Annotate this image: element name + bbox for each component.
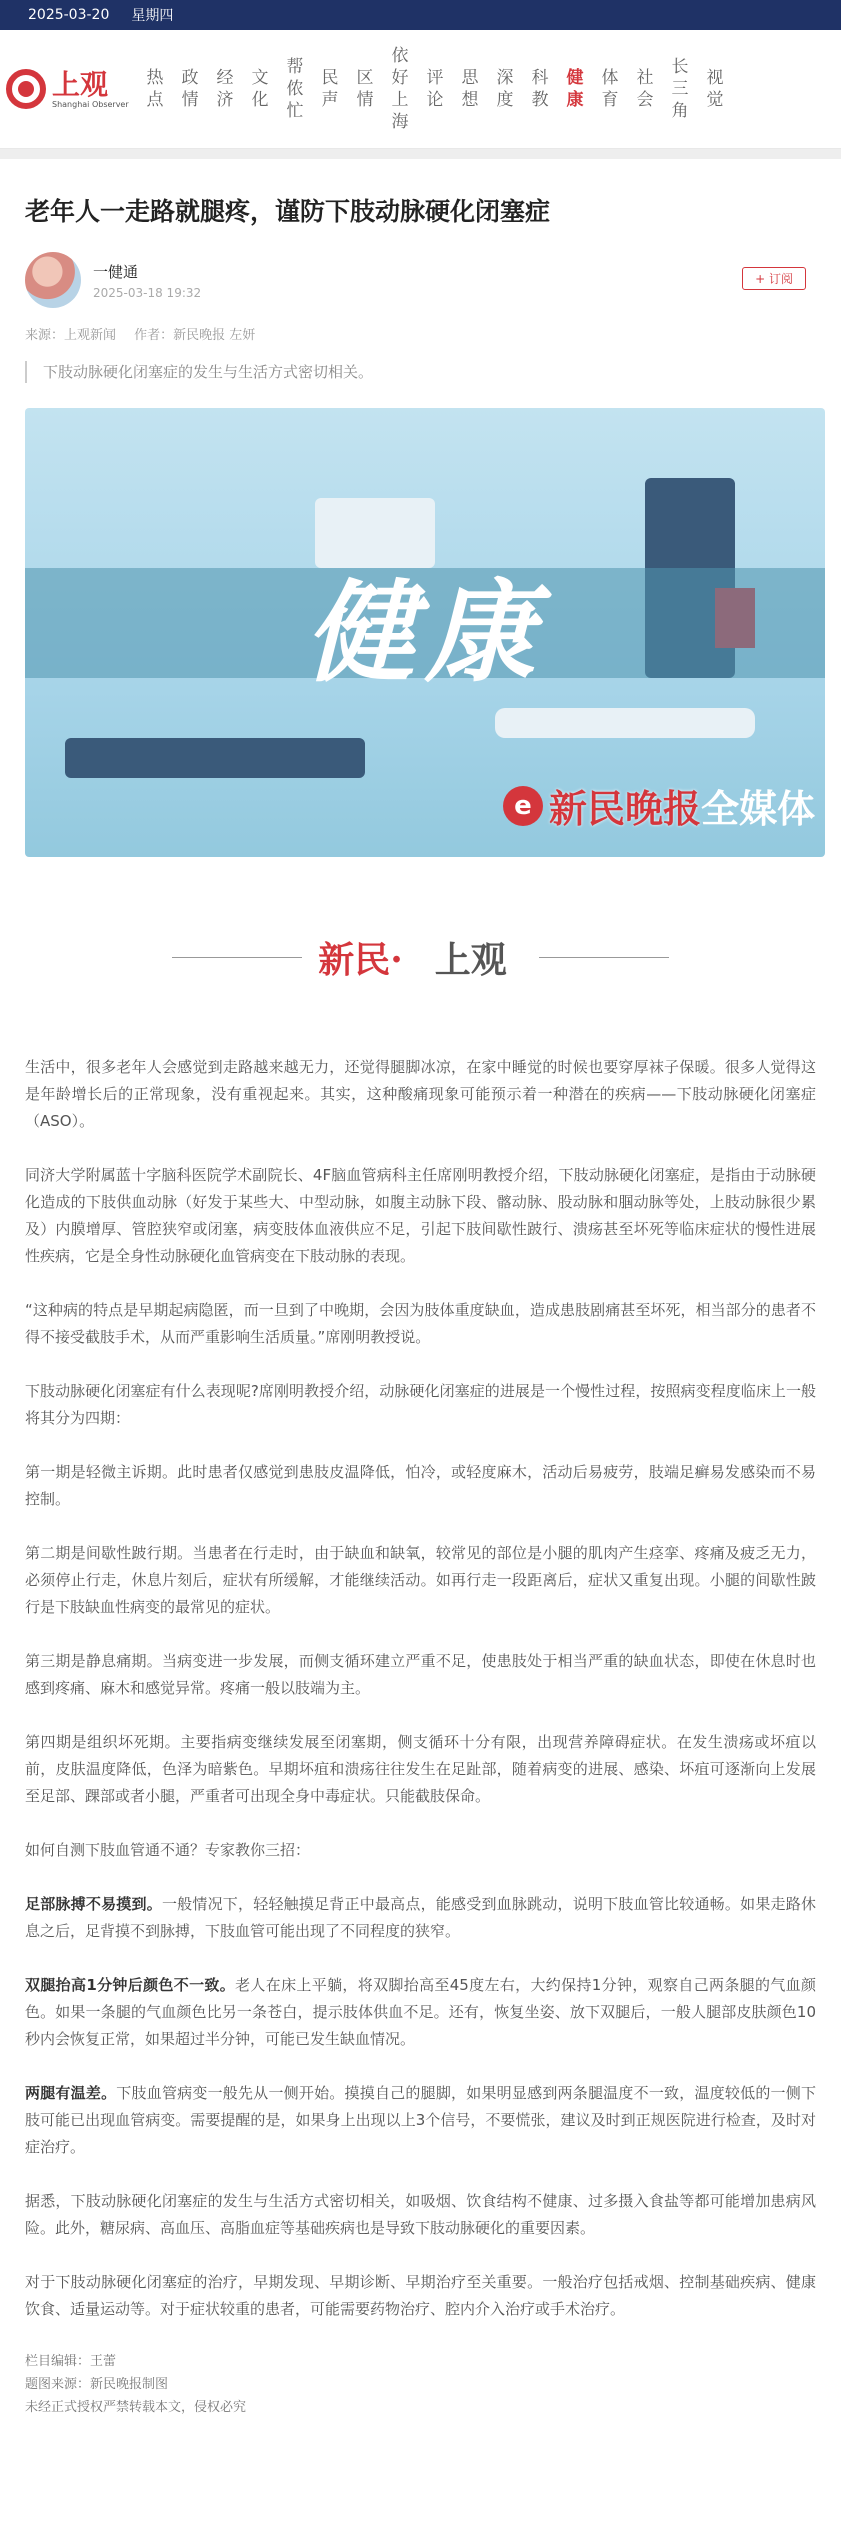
paragraph-text: 第一期是轻微主诉期。此时患者仅感觉到患肢皮温降低，怕冷，或轻度麻木，活动后易疲劳，肢端足癣易发感染而不易控制。 — [25, 1463, 816, 1508]
brand-red: 新民晚报 — [548, 786, 701, 831]
nav-item[interactable]: 帮侬忙 — [286, 57, 304, 121]
paragraph — [25, 2188, 816, 2242]
paragraph-lead: 两腿有温差。 — [25, 2084, 117, 2102]
paragraph — [25, 1729, 816, 1810]
hero-image — [25, 408, 825, 857]
weekday: 星期四 — [131, 8, 174, 24]
copyright: 未经正式授权严禁转载本文，侵权必究 — [25, 2400, 247, 2415]
brand-white: 全媒体 — [700, 787, 815, 831]
hero-title: 健康 — [305, 568, 545, 697]
nav-item[interactable]: 思想 — [461, 68, 479, 110]
nav-item[interactable]: 经济 — [216, 68, 234, 110]
paragraph-text: 如何自测下肢血管通不通？专家教你三招： — [25, 1841, 311, 1859]
source: 来源：上观新闻 — [25, 328, 117, 343]
article-body — [25, 1054, 816, 2323]
paragraph — [25, 1837, 816, 1864]
brand-divider — [25, 927, 816, 987]
divider-mark-xinmin: 新民· — [318, 938, 403, 981]
author-row — [25, 250, 816, 310]
nav-bar — [0, 30, 841, 149]
divider-line-right — [539, 957, 669, 958]
nav-item[interactable]: 视觉 — [706, 68, 724, 110]
paragraph — [25, 1297, 816, 1351]
paragraph-text: 据悉，下肢动脉硬化闭塞症的发生与生活方式密切相关，如吸烟、饮食结构不健康、过多摄入食盐等都可能增加患病风险。此外，糖尿病、高血压、高脂血症等基础疾病也是导致下肢动脉硬化的重要因素。 — [25, 2192, 816, 2237]
paragraph — [25, 2080, 816, 2161]
logo-cn: 上观 — [52, 67, 109, 101]
article-footer — [25, 2350, 816, 2419]
paragraph-text: 下肢动脉硬化闭塞症有什么表现呢?席刚明教授介绍，动脉硬化闭塞症的进展是一个慢性过程，按照病变程度临床上一般将其分为四期： — [25, 1382, 816, 1427]
publish-time: 2025-03-18 19:32 — [93, 285, 202, 300]
logo-icon — [6, 69, 46, 109]
paragraph-text: “这种病的特点是早期起病隐匿，而一旦到了中晚期，会因为肢体重度缺血，造成患肢剧痛甚至坏死，相当部分的患者不得不接受截肢手术，从而严重影响生活质量。”席刚明教授说。 — [25, 1301, 816, 1346]
nav-item[interactable]: 民声 — [321, 68, 339, 110]
paragraph — [25, 1540, 816, 1621]
paragraph-lead: 双腿抬高1分钟后颜色不一致。 — [25, 1976, 236, 1994]
nav-item[interactable]: 长三角 — [671, 57, 689, 121]
nav-item[interactable]: 依好上海 — [391, 46, 409, 132]
article-summary: 下肢动脉硬化闭塞症的发生与生活方式密切相关。 — [25, 361, 816, 383]
nav-item[interactable]: 文化 — [251, 68, 269, 110]
brand-e-icon: e — [503, 786, 543, 826]
divider-band — [0, 149, 841, 159]
article-title: 老年人一走路就腿疼，谨防下肢动脉硬化闭塞症 — [25, 197, 551, 226]
date: 2025-03-20 — [28, 7, 110, 23]
paragraph-text: 同济大学附属蓝十字脑科医院学术副院长、4F脑血管病科主任席刚明教授介绍，下肢动脉硬化闭塞症，是指由于动脉硬化造成的下肢供血动脉（好发于某些大、中型动脉，如腹主动脉下段、髂动脉、股动脉和腘动脉等处，上肢动脉很少累及）内膜增厚、管腔狭窄或闭塞，病变肢体血液供应不足，引起下肢间歇性跛行、溃疡甚至坏死等临床症状的慢性进展性疾病，它是全身性动脉硬化血管病变在下肢动脉的表现。 — [25, 1166, 816, 1265]
paragraph-text: 第二期是间歇性跛行期。当患者在行走时，由于缺血和缺氧，较常见的部位是小腿的肌肉产生痉挛、疼痛及疲乏无力，必须停止行走，休息片刻后，症状有所缓解，才能继续活动。如再行走一段距离后，症状又重复出现。小腿的间歇性跛行是下肢缺血性病变的最常见的症状。 — [25, 1544, 816, 1616]
paragraph — [25, 1648, 816, 1702]
nav-item[interactable]: 区情 — [356, 68, 374, 110]
paragraph — [25, 2269, 816, 2323]
paragraph-text: 生活中，很多老年人会感觉到走路越来越无力，还觉得腿脚冰凉，在家中睡觉的时候也要穿厚袜子保暖。很多人觉得这是年龄增长后的正常现象，没有重视起来。其实，这种酸痛现象可能预示着一种潜在的疾病——下肢动脉硬化闭塞症（ASO）。 — [25, 1058, 816, 1130]
article-meta — [25, 324, 816, 343]
desk-shape — [65, 738, 365, 778]
paragraph-text: 对于下肢动脉硬化闭塞症的治疗，早期发现、早期诊断、早期治疗至关重要。一般治疗包括戒烟、控制基础疾病、健康饮食、适量运动等。对于症状较重的患者，可能需要药物治疗、腔内介入治疗或手术治疗。 — [25, 2273, 816, 2318]
paragraph-text: 一般情况下，轻轻触摸足背正中最高点，能感受到血脉跳动，说明下肢血管比较通畅。如果走路休息之后，足背摸不到脉搏，下肢血管可能出现了不同程度的狭窄。 — [25, 1895, 816, 1940]
nav-item[interactable]: 热点 — [146, 68, 164, 110]
article — [0, 194, 841, 2419]
nav-item[interactable]: 政情 — [181, 68, 199, 110]
paragraph — [25, 1054, 816, 1135]
author-name[interactable]: 一健通 — [93, 262, 139, 281]
nav-item[interactable]: 评论 — [426, 68, 444, 110]
paragraph-text: 第三期是静息痛期。当病变进一步发展，而侧支循环建立严重不足，使患肢处于相当严重的缺血状态，即使在休息时也感到疼痛、麻木和感觉异常。疼痛一般以肢端为主。 — [25, 1652, 816, 1697]
paragraph-text: 第四期是组织坏死期。主要指病变继续发展至闭塞期，侧支循环十分有限，出现营养障碍症状。在发生溃疡或坏疽以前，皮肤温度降低，色泽为暗紫色。早期坏疽和溃疡往往发生在足趾部，随着病变的进展、感染、坏疽可逐渐向上发展至足部、踝部或者小腿，严重者可出现全身中毒症状。只能截肢保命。 — [25, 1733, 816, 1805]
paragraph — [25, 1972, 816, 2053]
logo-en: Shanghai Observer — [52, 99, 129, 109]
monitor-shape — [315, 498, 435, 568]
top-bar — [0, 0, 841, 30]
writer: 作者：新民晚报 左妍 — [134, 328, 256, 343]
avatar[interactable] — [25, 252, 81, 308]
nav-item[interactable]: 社会 — [636, 68, 654, 110]
site-logo[interactable] — [6, 69, 138, 109]
hero-brand — [503, 778, 815, 833]
nav-item[interactable]: 科教 — [531, 68, 549, 110]
paragraph-text: 下肢血管病变一般先从一侧开始。摸摸自己的腿脚，如果明显感到两条腿温度不一致，温度较低的一侧下肢可能已出现血管病变。需要提醒的是，如果身上出现以上3个信号，不要慌张，建议及时到正规医院进行检查，及时对症治疗。 — [25, 2084, 816, 2156]
paragraph — [25, 1162, 816, 1270]
paragraph — [25, 1459, 816, 1513]
channel-nav — [146, 45, 741, 133]
subscribe-button[interactable]: + 订阅 — [742, 267, 806, 290]
nav-item[interactable]: 健康 — [566, 68, 584, 110]
divider-line-left — [172, 957, 302, 958]
paragraph — [25, 1891, 816, 1945]
editor: 栏目编辑：王蕾 — [25, 2354, 117, 2369]
divider-mark-shangguan: 上观 — [434, 938, 507, 981]
nav-item[interactable]: 深度 — [496, 68, 514, 110]
paragraph-text: 老人在床上平躺，将双脚抬高至45度左右，大约保持1分钟，观察自己两条腿的气血颜色。如果一条腿的气血颜色比另一条苍白，提示肢体供血不足。还有，恢复坐姿、放下双腿后，一般人腿部皮肤颜色10秒内会恢复正常，如果超过半分钟，可能已发生缺血情况。 — [25, 1976, 816, 2048]
nav-item[interactable]: 体育 — [601, 68, 619, 110]
image-source: 题图来源：新民晚报制图 — [25, 2377, 169, 2392]
bed-shape — [495, 708, 755, 738]
paragraph — [25, 1378, 816, 1432]
paragraph-lead: 足部脉搏不易摸到。 — [25, 1895, 162, 1913]
